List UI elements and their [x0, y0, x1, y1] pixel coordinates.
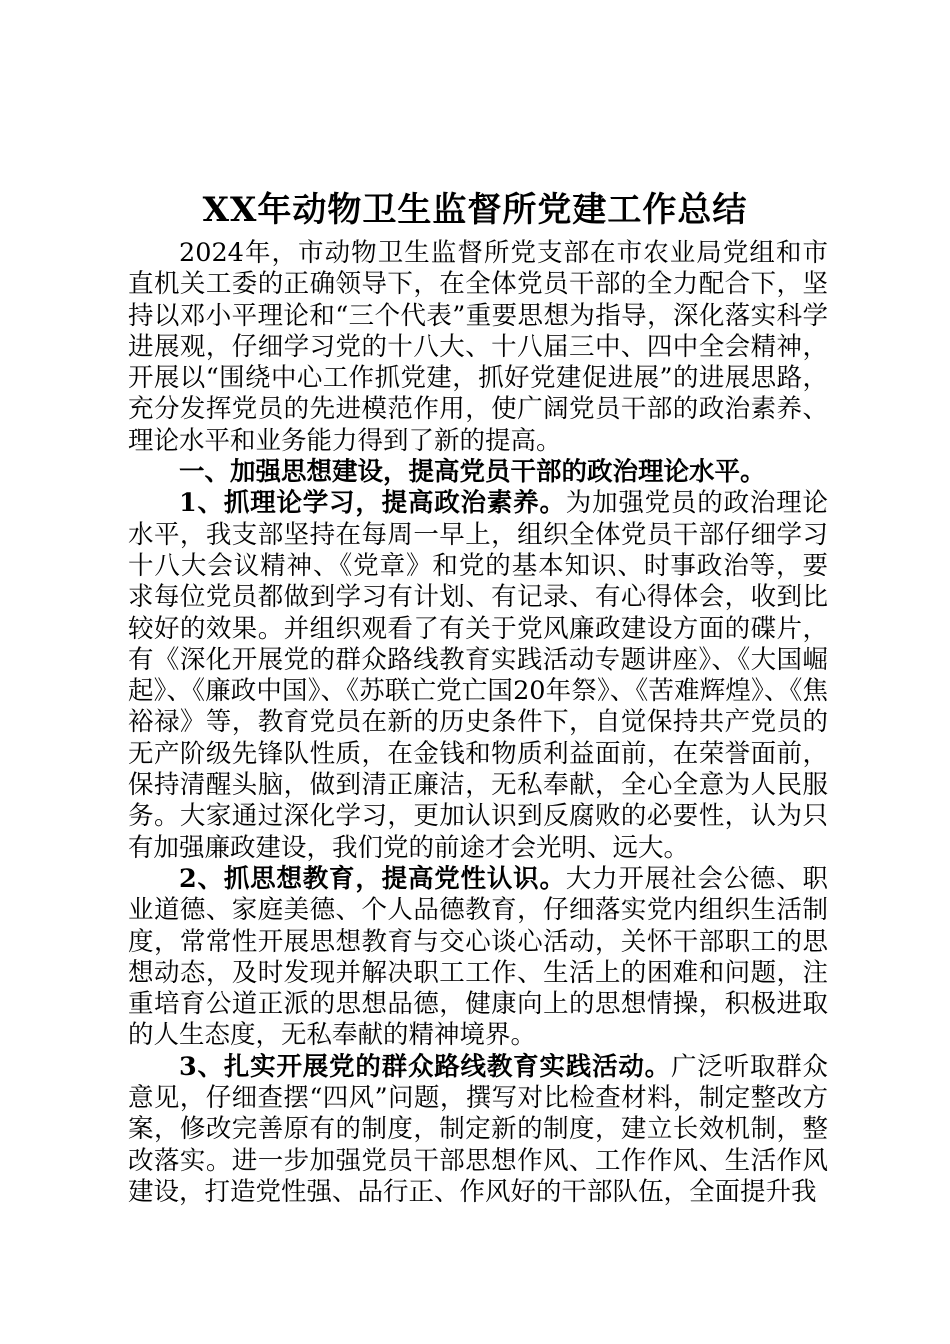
intro-paragraph: 2024年，市动物卫生监督所党支部在市农业局党组和市直机关工委的正确领导下，在全体党员干部的全力配合下，坚持以邓小平理论和“三个代表”重要思想为指导，深化落实科学进展观，仔细学习党的十八大、十八届三中、四中全会精神，开展以“围绕中心工作抓党建，抓好党建促进展”的进展思路，充分发挥党员的先进模范作用，使广阔党员干部的政治素养、理论水平和业务能力得到了新的提高。 — [128, 238, 828, 456]
section-heading: 一、加强思想建设，提高党员干部的政治理论水平。 — [179, 457, 766, 488]
item-paragraph-1 — [128, 488, 828, 864]
item-lead-1: 1、抓理论学习，提高政治素养。 — [179, 488, 566, 519]
item-body-2: 大力开展社会公德、职业道德、家庭美德、个人品德教育，仔细落实党内组织生活制度，常常性开展思想教育与交心谈心活动，关怀干部职工的思想动态，及时发现并解决职工工作、生活上的困难和问题，注重培育公道正派的思想品德，健康向上的思想情操，积极进取的人生态度，无私奉献的精神境界。 — [128, 863, 828, 1051]
document-title: XX年动物卫生监督所党建工作总结 — [202, 190, 748, 230]
item-body-3: 广泛听取群众意见，仔细查摆“四风”问题，撰写对比检查材料，制定整改方案，修改完善原有的制度，制定新的制度，建立长效机制，整改落实。进一步加强党员干部思想作风、工作作风、生活作风建设，打造党性强、品行正、作风好的干部队伍，全面提升我 — [128, 1051, 828, 1207]
item-paragraph-2 — [128, 864, 828, 1052]
item-body-1: 为加强党员的政治理论水平，我支部坚持在每周一早上，组织全体党员干部仔细学习十八大会议精神、《党章》和党的基本知识、时事政治等，要求每位党员都做到学习有计划、有记录、有心得体会，收到比较好的效果。并组织观看了有关于党风廉政建设方面的碟片，有《深化开展党的群众路线教育实践活动专题讲座》、《大国崛起》、《廉政中国》、《苏联亡党亡国20年祭》、《苦难辉煌》、《焦裕禄》等，教育党员在新的历史条件下，自觉保持共产党员的无产阶级先锋队性质，在金钱和物质利益面前，在荣誉面前，保持清醒头脑，做到清正廉洁，无私奉献，全心全意为人民服务。大家通过深化学习，更加认识到反腐败的必要性，认为只有加强廉政建设，我们党的前途才会光明、远大。 — [128, 488, 828, 863]
item-lead-2: 2、抓思想教育，提高党性认识。 — [179, 863, 566, 894]
document-body — [128, 238, 828, 1208]
item-lead-3: 3、扎实开展党的群众路线教育实践活动。 — [179, 1051, 671, 1082]
item-paragraph-3 — [128, 1052, 828, 1208]
